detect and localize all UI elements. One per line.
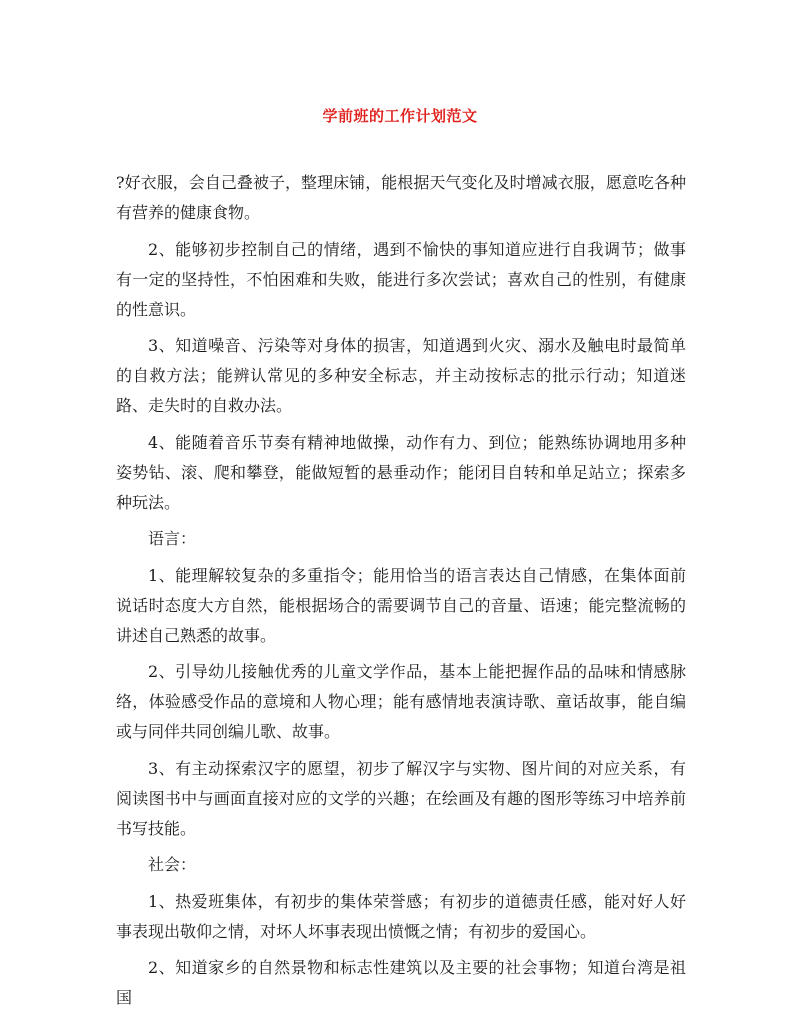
paragraph-8: 3、有主动探索汉字的愿望，初步了解汉字与实物、图片间的对应关系，有阅读图书中与画面直接对应的文学的兴趣；在绘画及有趣的图形等练习中培养前书写技能。 xyxy=(116,758,686,838)
paragraph-11: 2、知道家乡的自然景物和标志性建筑以及主要的社会事物；知道台湾是祖国 xyxy=(116,958,686,1007)
paragraph-3: 3、知道噪音、污染等对身体的损害，知道遇到火灾、溺水及触电时最简单的自救方法；能辨认常见的多种安全标志，并主动按标志的批示行动；知道迷路、走失时的自救办法。 xyxy=(116,336,686,415)
paragraph-2: 2、能够初步控制自己的情绪，遇到不愉快的事知道应进行自我调节；做事有一定的坚持性，不怕困难和失败，能进行多次尝试；喜欢自己的性别，有健康的性意识。 xyxy=(116,239,686,319)
section-heading-language: 语言： xyxy=(148,529,197,548)
paragraph-10: 1、热爱班集体，有初步的集体荣誉感；有初步的道德责任感，能对好人好事表现出敬仰之情，对坏人坏事表现出愤慨之情；有初步的爱国心。 xyxy=(116,891,686,941)
paragraph-6: 1、能理解较复杂的多重指令；能用恰当的语言表达自己情感，在集体面前说话时态度大方自然，能根据场合的需要调节自己的音量、语速；能完整流畅的讲述自己熟悉的故事。 xyxy=(116,565,686,645)
paragraph-7: 2、引导幼儿接触优秀的儿童文学作品，基本上能把握作品的品味和情感脉络，体验感受作品的意境和人物心理；能有感情地表演诗歌、童话故事，能自编或与同伴共同创编儿歌、故事。 xyxy=(116,662,686,741)
paragraph-1: ?好衣服，会自己叠被子，整理床铺，能根据天气变化及时增减衣服，愿意吃各种有营养的健康食物。 xyxy=(116,173,686,222)
section-heading-society: 社会： xyxy=(148,855,197,874)
paragraph-4: 4、能随着音乐节奏有精神地做操，动作有力、到位；能熟练协调地用多种姿势钻、滚、爬和攀登，能做短暂的悬垂动作；能闭目自转和单足站立；探索多种玩法。 xyxy=(116,432,686,512)
document-title: 学前班的工作计划范文 xyxy=(322,107,478,125)
document-body xyxy=(116,168,686,1020)
